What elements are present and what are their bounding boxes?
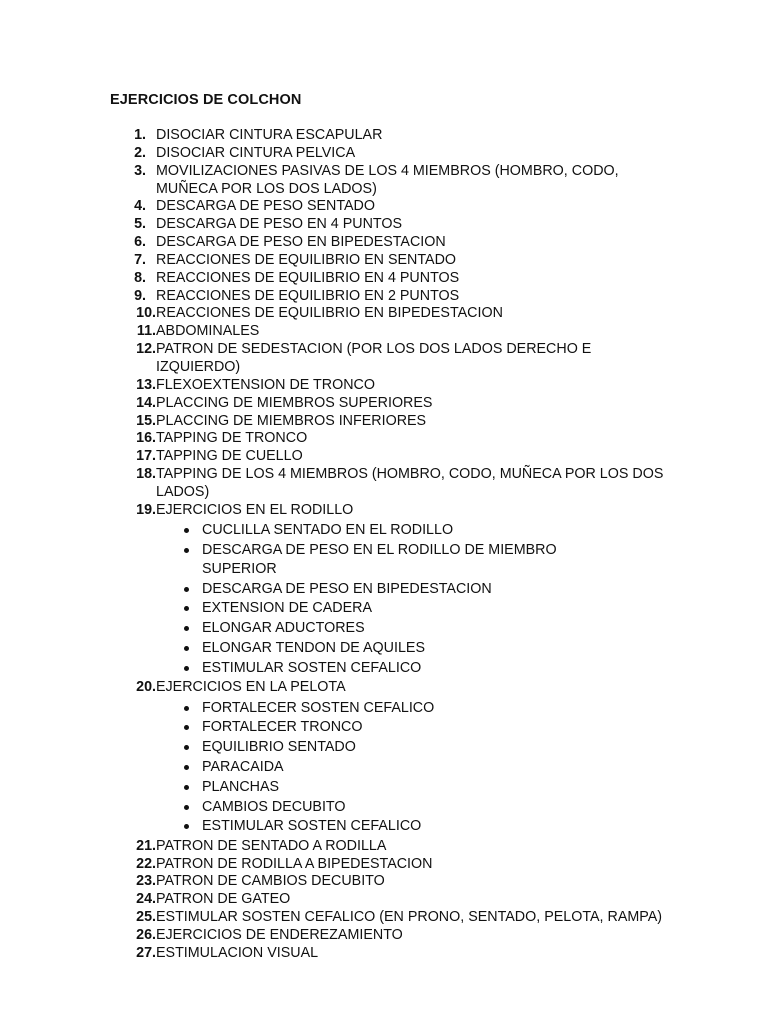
sub-list-item: [110, 618, 670, 638]
list-item-text: REACCIONES DE EQUILIBRIO EN 2 PUNTOS: [156, 287, 460, 304]
sub-list-item-text: EXTENSION DE CADERA: [202, 600, 373, 617]
list-item-number: 6.: [134, 234, 146, 251]
bullet-icon: [110, 758, 202, 777]
list-item: [110, 945, 670, 963]
list-item: [110, 927, 670, 945]
list-item: [110, 234, 670, 252]
list-item-number: 15.: [136, 412, 156, 429]
list-item-number: 7.: [134, 251, 146, 268]
list-item: [110, 216, 670, 234]
list-item-number: 19.: [136, 501, 156, 518]
list-item-text: PATRON DE SENTADO A RODILLA: [156, 837, 387, 854]
list-item-number: 10.: [136, 305, 156, 322]
list-item-number: 20.: [136, 679, 156, 695]
sub-list-item-text: DESCARGA DE PESO EN BIPEDESTACION: [202, 580, 492, 597]
list-item-text: REACCIONES DE EQUILIBRIO EN BIPEDESTACION: [156, 305, 503, 322]
list-item-text: TAPPING DE TRONCO: [156, 430, 308, 447]
sub-list-item-text: ESTIMULAR SOSTEN CEFALICO: [202, 659, 422, 676]
list-item: [110, 341, 670, 377]
list-item-number: 18.: [136, 466, 156, 483]
list-item-number: 14.: [136, 394, 156, 411]
list-item: [110, 448, 670, 466]
sub-list-item-text: CAMBIOS DECUBITO: [202, 798, 346, 815]
sub-list-item: [110, 658, 670, 678]
sub-list-item: [110, 599, 670, 619]
list-item-number: 17.: [136, 448, 156, 465]
document-title: EJERCICIOS DE COLCHON: [110, 92, 302, 108]
list-item-text: DISOCIAR CINTURA ESCAPULAR: [156, 127, 383, 143]
bullet-icon: [110, 619, 202, 638]
bullet-icon: [110, 580, 202, 599]
list-item: [110, 838, 670, 856]
sub-list-item: [110, 698, 670, 718]
list-item: [110, 891, 670, 909]
list-item: [110, 413, 670, 431]
list-item-text: REACCIONES DE EQUILIBRIO EN 4 PUNTOS: [156, 269, 460, 286]
sub-list-item-text: PLANCHAS: [202, 778, 280, 795]
exercise-list: [110, 127, 670, 963]
list-item-number: 12.: [136, 341, 156, 358]
list-item-number: 21.: [136, 837, 156, 854]
list-item: [110, 127, 670, 145]
list-item-text: PATRON DE CAMBIOS DECUBITO: [156, 873, 385, 890]
bullet-icon: [110, 699, 202, 718]
list-item: [110, 430, 670, 448]
list-item-text: REACCIONES DE EQUILIBRIO EN SENTADO: [156, 251, 457, 268]
bullet-icon: [110, 599, 202, 618]
list-item-number: 26.: [136, 926, 156, 943]
list-item-text: MOVILIZACIONES PASIVAS DE LOS 4 MIEMBROS (HOMBRO, CODO, MUÑECA POR LOS DOS LADOS): [156, 162, 619, 197]
list-item-number: 1.: [134, 127, 146, 143]
sub-list-item-text: ELONGAR TENDON DE AQUILES: [202, 639, 425, 656]
sub-list-item: [110, 777, 670, 797]
list-item: [110, 679, 670, 697]
bullet-icon: [110, 521, 202, 540]
list-item: [110, 270, 670, 288]
list-item-number: 2.: [134, 144, 146, 161]
list-item: [110, 466, 670, 502]
list-item: [110, 856, 670, 874]
bullet-icon: [110, 718, 202, 737]
list-item: [110, 502, 670, 520]
list-item-number: 27.: [136, 944, 156, 961]
list-item-number: 8.: [134, 269, 146, 286]
sub-list-item-text: DESCARGA DE PESO EN EL RODILLO DE MIEMBRO SUPERIOR: [202, 542, 557, 577]
list-item-number: 9.: [134, 287, 146, 304]
list-item-text: PATRON DE RODILLA A BIPEDESTACION: [156, 855, 433, 872]
list-item-text: ESTIMULACION VISUAL: [156, 944, 319, 961]
list-item-text: PLACCING DE MIEMBROS SUPERIORES: [156, 394, 433, 411]
list-item-number: 23.: [136, 873, 156, 890]
list-item: [110, 145, 670, 163]
list-item: [110, 323, 670, 341]
list-item-text: EJERCICIOS EN EL RODILLO: [156, 501, 354, 518]
list-item: [110, 873, 670, 891]
sub-list-item-text: FORTALECER SOSTEN CEFALICO: [202, 699, 435, 716]
sub-list-item-text: EQUILIBRIO SENTADO: [202, 739, 356, 756]
list-item: [110, 377, 670, 395]
list-item: [110, 909, 670, 927]
list-item-number: 3.: [134, 162, 146, 179]
list-item-number: 16.: [136, 430, 156, 447]
bullet-icon: [110, 639, 202, 658]
bullet-icon: [110, 778, 202, 797]
sub-list: [110, 521, 670, 678]
list-item-number: 24.: [136, 891, 156, 908]
list-item-text: EJERCICIOS EN LA PELOTA: [156, 679, 346, 695]
sub-list-item: [110, 757, 670, 777]
list-item-text: ABDOMINALES: [156, 323, 260, 340]
sub-list-item: [110, 718, 670, 738]
sub-list-item-text: CUCLILLA SENTADO EN EL RODILLO: [202, 522, 454, 539]
sub-list-item: [110, 638, 670, 658]
list-item: [110, 288, 670, 306]
list-item-text: TAPPING DE LOS 4 MIEMBROS (HOMBRO, CODO, MUÑECA POR LOS DOS LADOS): [156, 466, 664, 500]
list-item-text: ESTIMULAR SOSTEN CEFALICO (EN PRONO, SENTADO, PELOTA, RAMPA): [156, 909, 663, 926]
list-item: [110, 395, 670, 413]
list-item-text: TAPPING DE CUELLO: [156, 448, 303, 465]
sub-list-item: [110, 521, 670, 541]
sub-list-item: [110, 817, 670, 837]
sub-list-item-text: ELONGAR ADUCTORES: [202, 620, 365, 637]
list-item-number: 11.: [136, 323, 156, 340]
list-item-text: FLEXOEXTENSION DE TRONCO: [156, 376, 375, 393]
bullet-icon: [110, 817, 202, 836]
list-item-number: 25.: [136, 909, 156, 926]
bullet-icon: [110, 659, 202, 678]
list-item-text: PATRON DE SEDESTACION (POR LOS DOS LADOS DERECHO E IZQUIERDO): [156, 341, 592, 375]
list-item: [110, 305, 670, 323]
list-item-text: DESCARGA DE PESO SENTADO: [156, 198, 376, 215]
list-item-number: 4.: [134, 198, 146, 215]
list-item-text: DISOCIAR CINTURA PELVICA: [156, 144, 356, 161]
list-item-text: PATRON DE GATEO: [156, 891, 291, 908]
list-item-number: 5.: [134, 216, 146, 233]
sub-list-item: [110, 738, 670, 758]
bullet-icon: [110, 798, 202, 817]
list-item-number: 22.: [136, 855, 156, 872]
sub-list-item-text: ESTIMULAR SOSTEN CEFALICO: [202, 818, 422, 835]
list-item-text: DESCARGA DE PESO EN 4 PUNTOS: [156, 216, 403, 233]
sub-list-item-text: PARACAIDA: [202, 758, 284, 775]
bullet-icon: [110, 738, 202, 757]
sub-list-item: [110, 797, 670, 817]
sub-list-item-text: FORTALECER TRONCO: [202, 719, 363, 736]
sub-list-item: [110, 541, 670, 579]
list-item: [110, 252, 670, 270]
bullet-icon: [110, 541, 202, 560]
sub-list: [110, 698, 670, 836]
list-item-text: EJERCICIOS DE ENDEREZAMIENTO: [156, 926, 403, 943]
sub-list-item: [110, 579, 670, 599]
list-item: [110, 198, 670, 216]
list-item-text: DESCARGA DE PESO EN BIPEDESTACION: [156, 234, 446, 251]
list-item: [110, 163, 670, 199]
list-item-text: PLACCING DE MIEMBROS INFERIORES: [156, 412, 427, 429]
list-item-number: 13.: [136, 376, 156, 393]
